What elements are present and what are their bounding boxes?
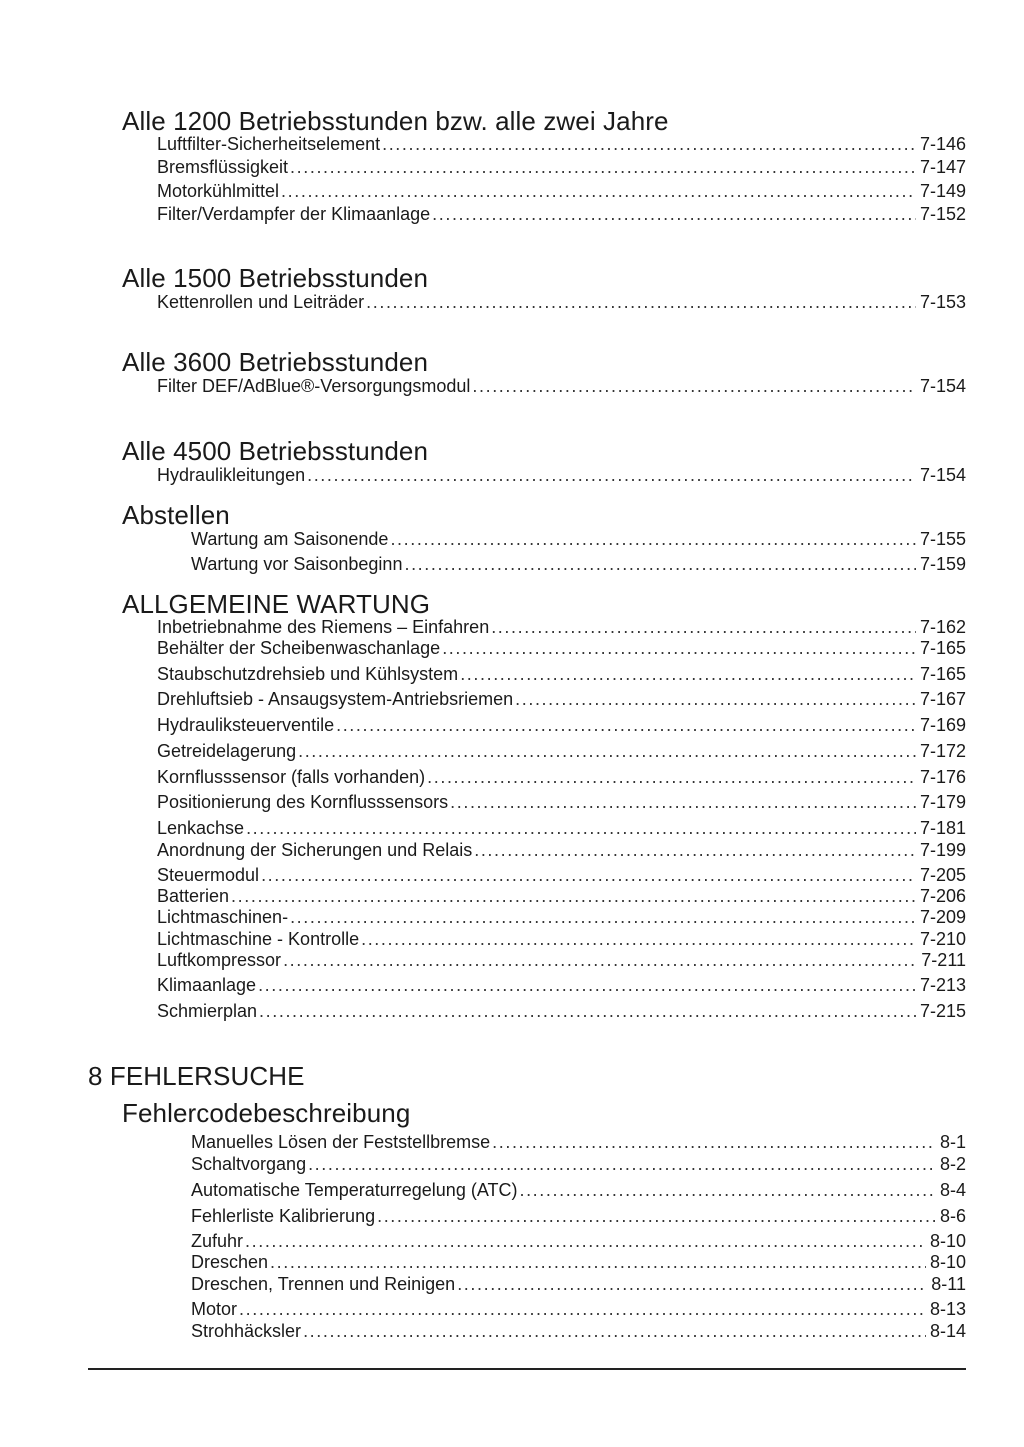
toc-entry-label: Inbetriebnahme des Riemens – Einfahren [157, 617, 490, 637]
toc-entry-page: 8-1 [939, 1132, 966, 1152]
toc-entry[interactable] [157, 740, 966, 762]
toc-entry-page: 7-165 [919, 638, 966, 658]
toc-entry-label: Motor [191, 1299, 238, 1319]
toc-entry[interactable] [157, 637, 966, 659]
toc-entry-page: 8-4 [939, 1180, 966, 1200]
toc-entry[interactable] [157, 791, 966, 813]
toc-entry-page: 7-205 [919, 865, 966, 885]
toc-entry-label: Automatische Temperaturregelung (ATC) [191, 1180, 518, 1200]
toc-entry[interactable] [191, 1273, 966, 1295]
section-heading-allgemeine-wartung: ALLGEMEINE WARTUNG [122, 589, 431, 619]
toc-entry-page: 8-14 [929, 1321, 966, 1341]
dot-leader [491, 616, 916, 638]
toc-entry-label: Klimaanlage [157, 975, 257, 995]
dot-leader [261, 864, 916, 886]
dot-leader [290, 906, 916, 928]
dot-leader [382, 133, 916, 155]
dot-leader [361, 928, 916, 950]
toc-entry-page: 7-159 [919, 554, 966, 574]
toc-entry[interactable] [157, 203, 966, 225]
toc-entry-label: Positionierung des Kornflusssensors [157, 792, 449, 812]
toc-entry[interactable] [157, 291, 966, 313]
dot-leader [472, 375, 916, 397]
toc-entry[interactable] [191, 1205, 966, 1227]
section-heading-3600-hours: Alle 3600 Betriebsstunden [122, 347, 429, 377]
section-heading-abstellen: Abstellen [122, 500, 230, 530]
toc-entry[interactable] [191, 1298, 966, 1320]
toc-entry-label: Bremsflüssigkeit [157, 157, 289, 177]
toc-entry-label: Lichtmaschinen- [157, 907, 289, 927]
toc-entry-page: 7-215 [919, 1001, 966, 1021]
toc-entry-page: 8-10 [929, 1231, 966, 1251]
dot-leader [239, 1298, 926, 1320]
dot-leader [519, 1179, 936, 1201]
toc-entry-page: 8-6 [939, 1206, 966, 1226]
toc-entry-page: 7-169 [919, 715, 966, 735]
toc-entry[interactable] [191, 1230, 966, 1252]
toc-entry[interactable] [157, 974, 966, 996]
toc-entry[interactable] [191, 1251, 966, 1273]
toc-entry-page: 7-154 [919, 376, 966, 396]
toc-entry-label: Filter/Verdampfer der Klimaanlage [157, 204, 431, 224]
dot-leader [303, 1320, 926, 1342]
toc-entry-label: Filter DEF/AdBlue®-Versorgungsmodul [157, 376, 471, 396]
toc-entry[interactable] [191, 528, 966, 550]
toc-entry[interactable] [157, 180, 966, 202]
toc-entry[interactable] [157, 714, 966, 736]
toc-entry-label: Hydrauliksteuerventile [157, 715, 335, 735]
dot-leader [460, 663, 916, 685]
dot-leader [492, 1131, 936, 1153]
toc-entry-page: 7-153 [919, 292, 966, 312]
dot-leader [283, 949, 917, 971]
toc-entry-label: Zufuhr [191, 1231, 244, 1251]
dot-leader [270, 1251, 926, 1273]
dot-leader [515, 688, 916, 710]
toc-entry-page: 7-146 [919, 134, 966, 154]
toc-entry[interactable] [191, 1131, 966, 1153]
toc-entry-page: 7-179 [919, 792, 966, 812]
toc-entry-page: 7-149 [919, 181, 966, 201]
toc-entry-label: Hydraulikleitungen [157, 465, 306, 485]
dot-leader [450, 791, 916, 813]
dot-leader [258, 974, 916, 996]
dot-leader [298, 740, 916, 762]
toc-entry-page: 7-172 [919, 741, 966, 761]
toc-entry-label: Batterien [157, 886, 230, 906]
toc-entry-label: Fehlerliste Kalibrierung [191, 1206, 376, 1226]
toc-entry-page: 7-209 [919, 907, 966, 927]
toc-entry-page: 7-154 [919, 465, 966, 485]
toc-entry[interactable] [191, 1179, 966, 1201]
toc-entry[interactable] [157, 864, 966, 886]
toc-entry-label: Dreschen [191, 1252, 269, 1272]
toc-entry[interactable] [157, 156, 966, 178]
dot-leader [231, 885, 916, 907]
toc-entry[interactable] [157, 464, 966, 486]
dot-leader [474, 839, 916, 861]
toc-entry-label: Lenkachse [157, 818, 245, 838]
dot-leader [281, 180, 916, 202]
toc-entry-label: Strohhäcksler [191, 1321, 302, 1341]
dot-leader [366, 291, 916, 313]
toc-entry[interactable] [157, 928, 966, 950]
toc-entry-label: Manuelles Lösen der Feststellbremse [191, 1132, 491, 1152]
toc-entry[interactable] [157, 1000, 966, 1022]
footer-rule [88, 1368, 966, 1370]
toc-entry-label: Steuermodul [157, 865, 260, 885]
dot-leader [404, 553, 915, 575]
toc-entry-page: 7-210 [919, 929, 966, 949]
toc-entry-label: Behälter der Scheibenwaschanlage [157, 638, 441, 658]
section-heading-1200-hours: Alle 1200 Betriebsstunden bzw. alle zwei Jahre [122, 106, 669, 136]
dot-leader [245, 1230, 926, 1252]
toc-entry-label: Wartung vor Saisonbeginn [191, 554, 403, 574]
section-heading-fehlercodebeschreibung: Fehlercodebeschreibung [122, 1098, 411, 1128]
toc-entry-page: 8-11 [931, 1274, 966, 1294]
toc-entry-page: 7-167 [919, 689, 966, 709]
toc-entry-label: Motorkühlmittel [157, 181, 280, 201]
toc-entry-label: Schaltvorgang [191, 1154, 307, 1174]
toc-entry[interactable] [157, 616, 966, 638]
dot-leader [259, 1000, 916, 1022]
toc-entry[interactable] [157, 663, 966, 685]
toc-entry-label: Getreidelagerung [157, 741, 297, 761]
toc-entry-label: Dreschen, Trennen und Reinigen [191, 1274, 456, 1294]
toc-entry-page: 7-155 [919, 529, 966, 549]
toc-entry-page: 7-165 [919, 664, 966, 684]
dot-leader [308, 1153, 936, 1175]
toc-entry-page: 7-211 [921, 950, 966, 970]
toc-entry-page: 7-152 [919, 204, 966, 224]
dot-leader [457, 1273, 927, 1295]
toc-entry-page: 7-176 [919, 767, 966, 787]
toc-entry[interactable] [157, 375, 966, 397]
toc-entry-label: Lichtmaschine - Kontrolle [157, 929, 360, 949]
dot-leader [390, 528, 916, 550]
toc-entry-page: 7-162 [919, 617, 966, 637]
dot-leader [432, 203, 916, 225]
dot-leader [307, 464, 916, 486]
toc-entry[interactable] [191, 1320, 966, 1342]
toc-entry-label: Kornflusssensor (falls vorhanden) [157, 767, 426, 787]
toc-entry-label: Luftkompressor [157, 950, 282, 970]
chapter-heading-fehlersuche: 8 FEHLERSUCHE [88, 1061, 305, 1091]
toc-entry-page: 8-13 [929, 1299, 966, 1319]
toc-entry-label: Drehluftsieb - Ansaugsystem-Antriebsriemen [157, 689, 514, 709]
toc-entry[interactable] [157, 906, 966, 928]
toc-entry[interactable] [157, 133, 966, 155]
toc-entry-label: Luftfilter-Sicherheitselement [157, 134, 381, 154]
toc-entry-label: Staubschutzdrehsieb und Kühlsystem [157, 664, 459, 684]
toc-entry[interactable] [157, 839, 966, 861]
toc-entry[interactable] [157, 885, 966, 907]
toc-entry[interactable] [157, 766, 966, 788]
toc-entry-page: 8-2 [939, 1154, 966, 1174]
dot-leader [246, 817, 916, 839]
toc-entry-label: Kettenrollen und Leiträder [157, 292, 365, 312]
section-heading-4500-hours: Alle 4500 Betriebsstunden [122, 436, 429, 466]
toc-entry-page: 7-206 [919, 886, 966, 906]
dot-leader [442, 637, 916, 659]
toc-entry-page: 7-147 [919, 157, 966, 177]
toc-entry-page: 8-10 [929, 1252, 966, 1272]
toc-entry-page: 7-213 [919, 975, 966, 995]
toc-entry[interactable] [157, 817, 966, 839]
dot-leader [377, 1205, 936, 1227]
dot-leader [290, 156, 916, 178]
toc-entry-page: 7-199 [919, 840, 966, 860]
toc-entry[interactable] [191, 1153, 966, 1175]
toc-entry-label: Anordnung der Sicherungen und Relais [157, 840, 473, 860]
toc-entry-page: 7-181 [919, 818, 966, 838]
toc-entry[interactable] [157, 688, 966, 710]
toc-entry[interactable] [157, 949, 966, 971]
dot-leader [336, 714, 916, 736]
section-heading-1500-hours: Alle 1500 Betriebsstunden [122, 263, 429, 293]
toc-entry-label: Wartung am Saisonende [191, 529, 389, 549]
toc-entry-label: Schmierplan [157, 1001, 258, 1021]
toc-entry[interactable] [191, 553, 966, 575]
dot-leader [427, 766, 916, 788]
